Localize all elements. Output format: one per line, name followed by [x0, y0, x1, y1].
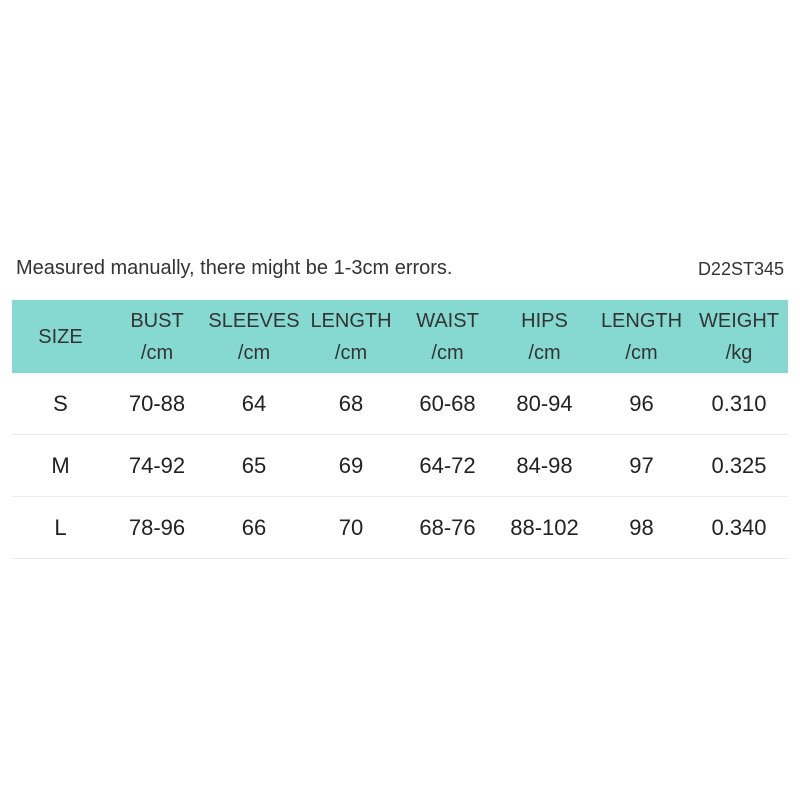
cell-waist: 60-68	[399, 373, 496, 435]
header-size	[12, 300, 109, 373]
cell-size: S	[12, 373, 109, 435]
cell-weight: 0.325	[690, 435, 788, 497]
table-row	[12, 497, 788, 559]
cell-size: M	[12, 435, 109, 497]
header-length	[303, 300, 399, 373]
cell-sleeves: 66	[205, 497, 303, 559]
cell-weight: 0.310	[690, 373, 788, 435]
column-name: SLEEVES	[208, 309, 300, 332]
cell-bust: 78-96	[109, 497, 205, 559]
column-unit: /kg	[725, 341, 753, 364]
column-unit: /cm	[237, 341, 271, 364]
header-waist	[399, 300, 496, 373]
cell-length: 69	[303, 435, 399, 497]
cell-sleeves: 64	[205, 373, 303, 435]
cell-bust: 70-88	[109, 373, 205, 435]
cell-length-2: 96	[593, 373, 690, 435]
column-name: HIPS	[521, 309, 568, 332]
cell-length-2: 97	[593, 435, 690, 497]
cell-length: 68	[303, 373, 399, 435]
column-name: LENGTH	[600, 309, 683, 332]
column-unit: /cm	[625, 341, 658, 364]
column-unit: /cm	[140, 341, 174, 364]
size-chart-table	[12, 300, 788, 559]
cell-hips: 88-102	[496, 497, 593, 559]
cell-bust: 74-92	[109, 435, 205, 497]
column-name: WAIST	[416, 309, 479, 332]
header-sleeves	[205, 300, 303, 373]
header-bust	[109, 300, 205, 373]
column-name: BUST	[130, 309, 184, 332]
cell-waist: 68-76	[399, 497, 496, 559]
measurement-note: Measured manually, there might be 1-3cm errors.	[16, 257, 453, 279]
table-header-row	[12, 300, 788, 373]
column-name: LENGTH	[310, 309, 392, 332]
column-unit: /cm	[431, 341, 464, 364]
header-weight	[690, 300, 788, 373]
table-row	[12, 373, 788, 435]
header-hips	[496, 300, 593, 373]
cell-hips: 84-98	[496, 435, 593, 497]
column-unit: /cm	[334, 341, 368, 364]
cell-length: 70	[303, 497, 399, 559]
header-length-2	[593, 300, 690, 373]
table-row	[12, 435, 788, 497]
cell-weight: 0.340	[690, 497, 788, 559]
cell-waist: 64-72	[399, 435, 496, 497]
cell-sleeves: 65	[205, 435, 303, 497]
product-code: D22ST345	[697, 259, 784, 279]
cell-length-2: 98	[593, 497, 690, 559]
column-unit: /cm	[528, 341, 561, 364]
cell-hips: 80-94	[496, 373, 593, 435]
cell-size: L	[12, 497, 109, 559]
column-name: SIZE	[38, 325, 83, 348]
column-name: WEIGHT	[699, 309, 779, 332]
